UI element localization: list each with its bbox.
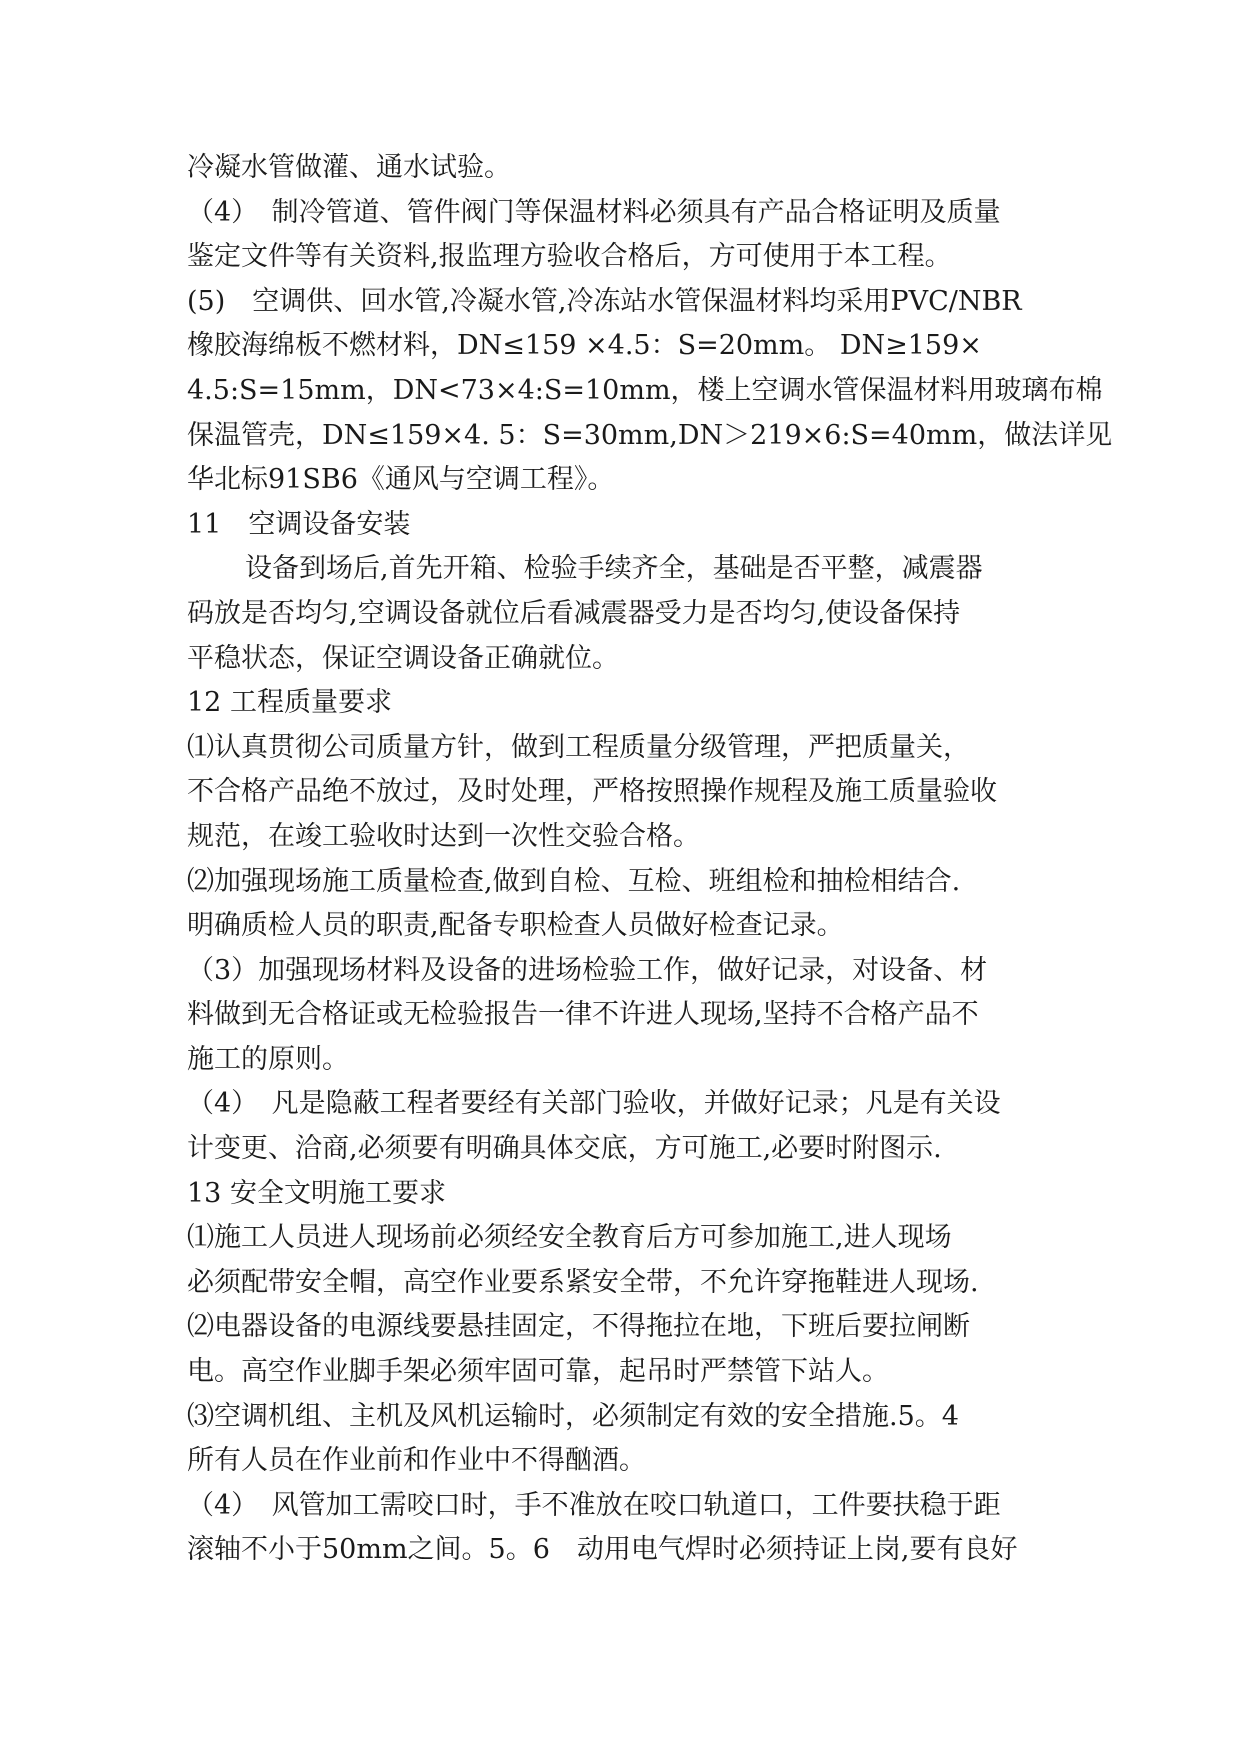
text-line: （4） 制冷管道、管件阀门等保温材料必须具有产品合格证明及质量 [187, 196, 1001, 228]
text-line: （3）加强现场材料及设备的进场检验工作，做好记录，对设备、材 [187, 954, 988, 986]
text-line: 橡胶海绵板不燃材料，DN≤159 ×4.5：S=20mm。 DN≥159× [187, 330, 982, 362]
document-body [187, 146, 1113, 1573]
text-line: 明确质检人员的职责,配备专职检查人员做好检查记录。 [187, 910, 844, 942]
text-line: 滚轴不小于50mm之间。5。6 动用电气焊时必须持证上岗,要有良好 [187, 1534, 1018, 1566]
text-line: 规范，在竣工验收时达到一次性交验合格。 [187, 820, 700, 852]
text-line: ⑵加强现场施工质量检查,做到自检、互检、班组检和抽检相结合. [187, 865, 961, 897]
text-line: 平稳状态，保证空调设备正确就位。 [187, 642, 619, 674]
text-line: ⑶空调机组、主机及风机运输时，必须制定有效的安全措施.5。4 [187, 1400, 959, 1432]
text-line: （4） 凡是隐蔽工程者要经有关部门验收，并做好记录；凡是有关设 [187, 1088, 1001, 1120]
text-line: 必须配带安全帽，高空作业要系紧安全带，不允许穿拖鞋进人现场. [187, 1266, 979, 1298]
text-line: 冷凝水管做灌、通水试验。 [187, 152, 511, 183]
text-line: ⑵电器设备的电源线要悬挂固定，不得拖拉在地，下班后要拉闸断 [187, 1311, 970, 1343]
text-line: 所有人员在作业前和作业中不得酗酒。 [187, 1445, 646, 1477]
text-line: 4.5:S=15mm，DN<73×4:S=10mm，楼上空调水管保温材料用玻璃布棉 [187, 374, 1103, 406]
text-line: 不合格产品绝不放过，及时处理，严格按照操作规程及施工质量验收 [187, 776, 997, 808]
section-heading: 11 空调设备安装 [187, 508, 411, 540]
section-heading: 12 工程质量要求 [187, 687, 392, 719]
text-line: 电。高空作业脚手架必须牢固可靠，起吊时严禁管下站人。 [187, 1356, 889, 1388]
text-line: 设备到场后,首先开箱、检验手续齐全，基础是否平整，减震器 [245, 553, 983, 585]
section-heading: 13 安全文明施工要求 [187, 1177, 446, 1209]
text-line: 施工的原则。 [187, 1043, 349, 1075]
text-line: 码放是否均匀,空调设备就位后看减震器受力是否均匀,使设备保持 [187, 597, 961, 629]
text-line: 料做到无合格证或无检验报告一律不许进人现场,坚持不合格产品不 [187, 999, 979, 1031]
text-line: 保温管壳，DN≤159×4. 5：S=30mm,DN＞219×6:S=40mm，做法详见 [187, 419, 1113, 451]
text-line: 鉴定文件等有关资料,报监理方验收合格后，方可使用于本工程。 [187, 241, 952, 273]
text-line: 计变更、洽商,必须要有明确具体交底，方可施工,必要时附图示. [187, 1133, 942, 1165]
text-line: 华北标91SB6《通风与空调工程》。 [187, 464, 615, 496]
text-line: ⑴认真贯彻公司质量方针，做到工程质量分级管理，严把质量关， [187, 731, 970, 763]
text-line: (5) 空调供、回水管,冷凝水管,冷冻站水管保温材料均采用PVC/NBR [187, 285, 1022, 317]
text-line: （4） 风管加工需咬口时，手不准放在咬口轨道口，工件要扶稳于距 [187, 1489, 1001, 1521]
text-line: ⑴施工人员进人现场前必须经安全教育后方可参加施工,进人现场 [187, 1222, 952, 1254]
